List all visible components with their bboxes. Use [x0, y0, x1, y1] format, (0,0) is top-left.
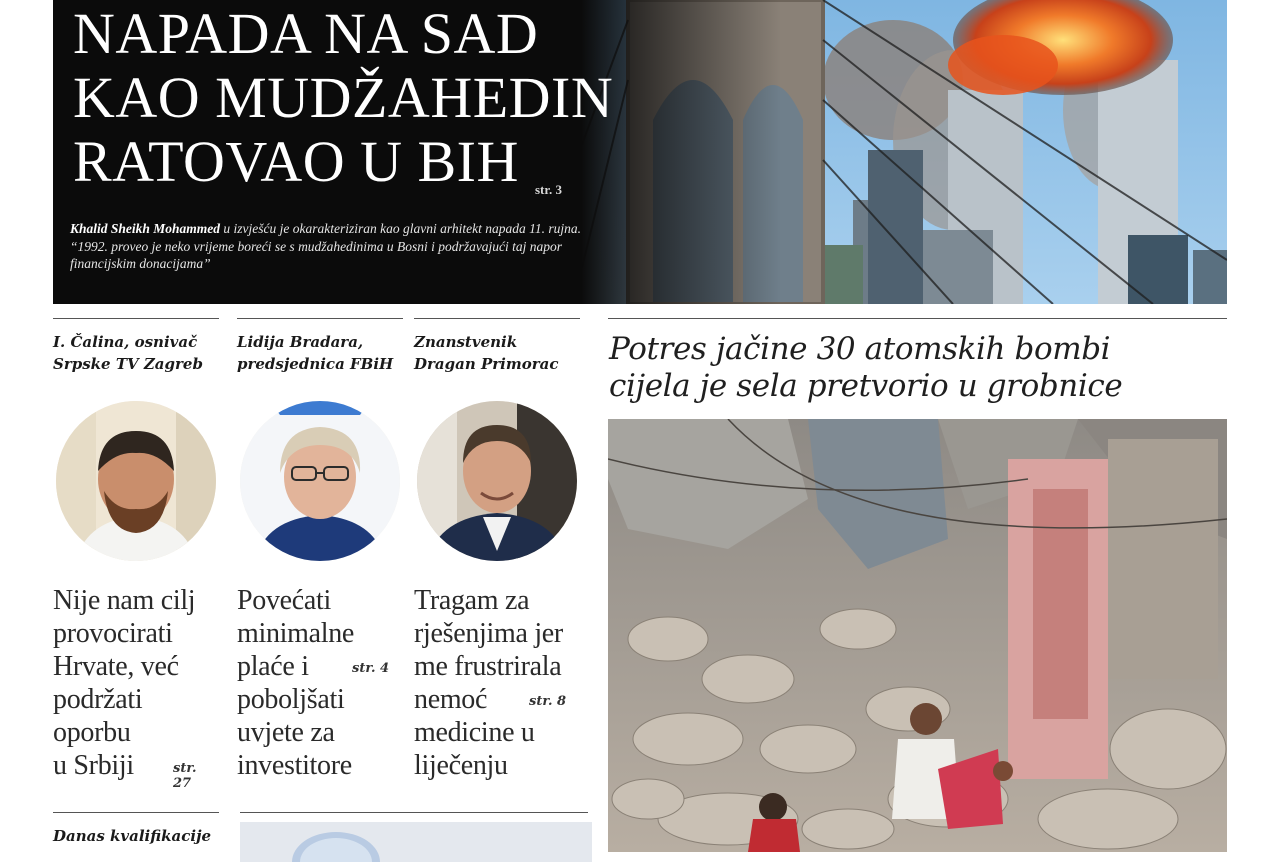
main-story-rule: [608, 318, 1227, 319]
quote-line: plaće i: [237, 651, 309, 682]
teaser-rule: [240, 812, 588, 813]
portrait-calina: [56, 401, 216, 561]
quote-line: nemoć: [414, 684, 488, 715]
hero-page-ref: str. 3: [535, 182, 562, 197]
headline-line: Potres jačine 30 atomskih bombi: [609, 331, 1111, 367]
page-ref: str. 8: [529, 694, 567, 709]
interview-kicker: [53, 331, 219, 375]
portrait-bradara: [240, 401, 400, 561]
headline-line: cijela je sela pretvorio u grobnice: [609, 368, 1123, 404]
page-ref: str. 4: [352, 661, 390, 676]
quote-line: Tragam za: [414, 585, 530, 616]
hero-banner[interactable]: [53, 0, 1227, 304]
interview-quote: [237, 584, 413, 782]
promo-box[interactable]: [240, 822, 592, 862]
hero-dek-name: Khalid Sheikh Mohammed: [70, 221, 221, 236]
quote-line: Nije nam cilj: [53, 585, 196, 616]
hero-headline-line: RATOVAO U BIH: [73, 129, 519, 194]
teaser-qualifications[interactable]: Danas kvalifikacije: [53, 827, 212, 845]
quote-line: provocirati: [53, 618, 173, 649]
hero-dek-text: u izvješću je okarakteriziran kao glavni arhitekt napada 11. rujna. “1992. proveo je neko vrijeme boreći se s mudžahedinima u Bosni i podržavajući taj napor financijskim donacijama”: [70, 221, 582, 271]
page-ref: str. 27: [173, 761, 197, 791]
hero-headline-line: KAO MUDŽAHEDIN: [73, 65, 614, 130]
earthquake-rubble-photo[interactable]: [608, 419, 1227, 852]
interview-quote: [53, 584, 229, 782]
interview-bradara[interactable]: [237, 318, 403, 781]
portrait-primorac: [417, 401, 577, 561]
interview-calina[interactable]: [53, 318, 219, 791]
teaser-rule: [53, 812, 219, 813]
hero-dek: [70, 220, 610, 273]
interview-kicker: [237, 331, 403, 375]
quote-line: liječenju: [414, 750, 508, 781]
quote-line: Povećati: [237, 585, 332, 616]
quote-line: investitore: [237, 750, 352, 781]
kicker-line: Lidija Bradara,: [237, 333, 364, 351]
quote-line: me frustrirala: [414, 651, 562, 682]
hero-headline-line: NAPADA NA SAD: [73, 1, 539, 66]
hero-headline[interactable]: [73, 2, 673, 194]
kicker-line: Dragan Primorac: [414, 355, 559, 373]
quote-line: u Srbiji: [53, 750, 134, 781]
interview-quote: [414, 584, 590, 782]
column-rule: [53, 318, 219, 319]
kicker-line: predsjednica FBiH: [237, 355, 394, 373]
column-rule: [414, 318, 580, 319]
quote-line: rješenjima jer: [414, 618, 563, 649]
kicker-line: I. Čalina, osnivač: [53, 333, 198, 351]
kicker-line: Znanstvenik: [414, 333, 518, 351]
quote-line: minimalne: [237, 618, 355, 649]
main-story-headline[interactable]: [609, 331, 1229, 405]
kicker-line: Srpske TV Zagreb: [53, 355, 203, 373]
column-rule: [237, 318, 403, 319]
interview-kicker: [414, 331, 580, 375]
quote-line: Hrvate, već: [53, 651, 179, 682]
quote-line: medicine u: [414, 717, 535, 748]
interview-primorac[interactable]: [414, 318, 580, 781]
quote-line: poboljšati: [237, 684, 345, 715]
promo-badge-icon: [240, 822, 592, 862]
quote-line: oporbu: [53, 717, 131, 748]
quote-line: uvjete za: [237, 717, 335, 748]
quote-line: podržati: [53, 684, 143, 715]
